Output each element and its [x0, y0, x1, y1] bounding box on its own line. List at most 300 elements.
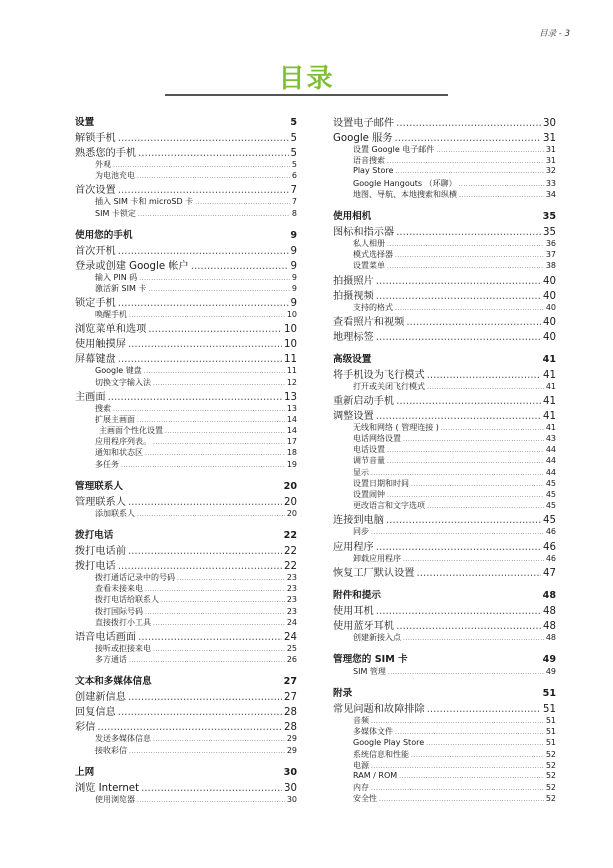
toc-entry-title: 设置日期和时间 — [353, 478, 409, 488]
dot-leader — [177, 573, 285, 582]
toc-entry[interactable] — [333, 538, 556, 553]
toc-entry-title: 拍摄照片 — [333, 275, 374, 287]
toc-entry-title: 熟悉您的手机 — [75, 148, 137, 159]
toc-entry[interactable] — [75, 583, 297, 594]
toc-page-number: 11 — [286, 366, 297, 376]
toc-page-number: 44 — [545, 467, 556, 477]
toc-page-number: 41 — [545, 381, 556, 391]
toc-entry-title: 回复信息 — [75, 707, 116, 719]
toc-entry[interactable] — [75, 159, 297, 170]
toc-page-number: 49 — [542, 653, 556, 665]
toc-entry-title: 电源 — [353, 760, 369, 770]
toc-entry-title: 卸载应用程序 — [353, 553, 401, 563]
toc-entry[interactable] — [75, 335, 297, 350]
toc-page-number: 22 — [284, 561, 297, 572]
toc-entry-title: 创建新接入点 — [353, 632, 401, 642]
toc-entry[interactable] — [333, 467, 556, 478]
toc-page-number: 14 — [286, 426, 297, 436]
toc-section-heading[interactable] — [75, 673, 297, 688]
toc-entry[interactable] — [333, 407, 556, 422]
toc-page-number: 20 — [284, 496, 297, 508]
toc-entry[interactable] — [333, 114, 556, 129]
toc-entry[interactable] — [75, 403, 297, 414]
toc-entry[interactable] — [75, 779, 297, 794]
toc-entry-title: 扩展主画面 — [95, 414, 135, 424]
toc-section-heading[interactable] — [75, 478, 297, 493]
toc-entry[interactable] — [75, 377, 297, 388]
dot-leader — [387, 456, 544, 465]
toc-entry-title: 重新启动手机 — [333, 395, 395, 407]
toc-page-number: 5 — [290, 148, 297, 159]
toc-entry-title: 查看照片和视频 — [333, 316, 405, 328]
toc-entry[interactable] — [333, 381, 556, 392]
toc-page-number: 28 — [284, 722, 297, 734]
toc-entry[interactable] — [333, 189, 556, 200]
toc-entry[interactable] — [333, 666, 556, 677]
dot-leader — [379, 794, 544, 803]
dot-leader — [129, 746, 285, 755]
toc-section-heading[interactable] — [75, 764, 297, 779]
dot-leader — [459, 179, 544, 188]
toc-page-number: 5 — [291, 160, 297, 169]
toc-page-number: 41 — [543, 369, 556, 381]
toc-entry[interactable] — [75, 208, 297, 219]
toc-entry[interactable] — [333, 178, 556, 189]
toc-entry[interactable] — [75, 572, 297, 583]
toc-entry-title: 附件和提示 — [333, 589, 381, 601]
toc-page-number: 31 — [543, 133, 556, 144]
dot-leader — [118, 185, 289, 196]
toc-entry-title: 搜索 — [95, 403, 111, 413]
toc-page-number: 35 — [543, 226, 556, 238]
dot-leader — [411, 479, 544, 488]
dot-leader — [121, 460, 285, 469]
toc-page-number: 46 — [545, 553, 556, 563]
toc-page-number: 7 — [291, 197, 297, 207]
toc-entry[interactable] — [75, 628, 297, 643]
toc-page-number: 10 — [284, 324, 297, 336]
toc-entry[interactable] — [75, 350, 297, 365]
toc-entry-title: Google 服务 — [333, 133, 393, 144]
toc-entry[interactable] — [333, 617, 556, 632]
toc-entry[interactable] — [333, 526, 556, 537]
toc-entry[interactable] — [333, 602, 556, 617]
toc-entry-title: 常见问题和故障排除 — [333, 704, 425, 716]
dot-leader — [128, 339, 282, 350]
toc-entry[interactable] — [75, 436, 297, 447]
toc-entry[interactable] — [75, 643, 297, 654]
toc-entry[interactable] — [333, 738, 556, 749]
toc-section-heading[interactable] — [75, 227, 297, 242]
toc-entry-title: 拨打国际号码 — [95, 606, 143, 616]
toc-entry-title: 使用浏览器 — [95, 794, 135, 804]
toc-entry-title: 应用程序列表。 — [95, 437, 151, 447]
toc-page-number: 36 — [545, 238, 556, 248]
toc-entry-title: 解锁手机 — [75, 133, 116, 144]
toc-page-number: 51 — [545, 716, 556, 726]
toc-entry[interactable] — [75, 654, 297, 665]
toc-entry[interactable] — [75, 542, 297, 557]
toc-page-number: 10 — [286, 310, 297, 320]
dot-leader — [138, 148, 288, 159]
toc-entry-title: 拍摄视频 — [333, 290, 374, 302]
dot-leader — [399, 771, 544, 780]
toc-entry[interactable] — [333, 444, 556, 455]
dot-leader — [153, 437, 285, 446]
toc-page-number: 28 — [284, 707, 297, 719]
toc-entry[interactable] — [333, 455, 556, 466]
toc-entry-title: 激活新 SIM 卡 — [95, 283, 147, 293]
toc-page-number: 22 — [284, 546, 297, 557]
toc-entry[interactable] — [75, 242, 297, 257]
toc-page-number: 49 — [545, 666, 556, 676]
toc-entry-title: Play Store — [353, 166, 394, 176]
toc-entry[interactable] — [333, 793, 556, 804]
toc-section-heading[interactable] — [75, 527, 297, 542]
dot-leader — [396, 227, 541, 238]
toc-entry[interactable] — [333, 511, 556, 526]
toc-entry-title: 私人相册 — [353, 238, 385, 248]
dot-leader — [395, 250, 544, 259]
dot-leader — [191, 261, 289, 272]
toc-entry[interactable] — [75, 196, 297, 207]
dot-leader — [427, 382, 544, 391]
dot-leader — [396, 118, 541, 129]
toc-page-number: 46 — [543, 541, 556, 553]
toc-page-number: 45 — [545, 478, 556, 488]
toc-entry[interactable] — [333, 553, 556, 564]
toc-page-number: 40 — [543, 290, 556, 302]
toc-entry-title: 更改语言和文字选项 — [353, 501, 425, 511]
toc-page-number: 23 — [286, 573, 297, 582]
toc-entry[interactable] — [333, 749, 556, 760]
toc-page-number: 22 — [283, 530, 297, 541]
dot-leader — [403, 554, 544, 563]
dot-leader — [148, 324, 282, 335]
dot-leader — [371, 527, 544, 536]
toc-entry[interactable] — [75, 170, 297, 181]
toc-entry-title: 使用触摸屏 — [75, 339, 126, 351]
toc-entry[interactable] — [333, 223, 556, 238]
dot-leader — [129, 310, 285, 319]
toc-entry[interactable] — [333, 433, 556, 444]
toc-entry[interactable] — [333, 155, 556, 166]
toc-entry[interactable] — [75, 733, 297, 744]
toc-entry-title: 使用您的手机 — [75, 229, 133, 241]
toc-entry-title: 显示 — [353, 467, 369, 477]
dot-leader — [137, 171, 290, 180]
toc-entry-title: 为电池充电 — [95, 171, 135, 181]
toc-entry-title: 浏览菜单和选项 — [75, 324, 147, 336]
toc-entry-title: 模式选择器 — [353, 250, 393, 260]
toc-entry[interactable] — [75, 745, 297, 756]
dot-leader — [153, 644, 285, 653]
toc-entry-title: 拨打电话前 — [75, 546, 126, 557]
toc-entry[interactable] — [75, 606, 297, 617]
toc-entry[interactable] — [75, 181, 297, 196]
toc-entry-title: 设置 Google 电子邮件 — [353, 145, 435, 154]
toc-entry[interactable] — [333, 238, 556, 249]
toc-page-number: 9 — [291, 283, 297, 293]
toc-entry-title: 连接到电脑 — [333, 515, 384, 527]
toc-entry-title: 添加联系人 — [95, 508, 135, 518]
dot-leader — [436, 145, 544, 154]
dot-leader — [417, 568, 542, 579]
toc-entry[interactable] — [75, 283, 297, 294]
toc-page-number: 51 — [545, 727, 556, 737]
dot-leader — [128, 692, 282, 703]
toc-page-number: 23 — [286, 606, 297, 616]
toc-page-number: 10 — [284, 339, 297, 351]
dot-leader — [195, 197, 290, 206]
toc-entry[interactable] — [333, 302, 556, 313]
toc-page-number: 30 — [543, 118, 556, 129]
dot-leader — [376, 291, 541, 302]
toc-page-number: 44 — [545, 445, 556, 455]
toc-entry[interactable] — [75, 703, 297, 718]
toc-entry-title: 设置 — [75, 117, 95, 128]
toc-entry-title: 锁定手机 — [75, 298, 116, 310]
toc-page-number: 9 — [290, 260, 297, 272]
toc-page-number: 40 — [543, 331, 556, 343]
toc-entry-title: 管理联系人 — [75, 496, 126, 508]
toc-entry[interactable] — [75, 557, 297, 572]
toc-entry[interactable] — [333, 272, 556, 287]
toc-entry-title: 首次开机 — [75, 245, 116, 257]
toc-entry-title: Google Play Store — [353, 737, 425, 747]
toc-entry-title: 接听或拒接来电 — [95, 643, 151, 653]
toc-page-number: 41 — [542, 353, 556, 365]
toc-entry-title: 设置闹钟 — [353, 490, 385, 499]
toc-entry[interactable] — [75, 493, 297, 508]
toc-entry-title: 彩信 — [75, 722, 96, 734]
toc-page-number: 6 — [291, 171, 297, 181]
dot-leader — [371, 468, 544, 477]
toc-page-number: 45 — [545, 490, 556, 499]
toc-page-number: 25 — [286, 643, 297, 653]
toc-page-number: 45 — [543, 515, 556, 527]
toc-entry[interactable] — [333, 129, 556, 144]
toc-entry-title: 调整设置 — [333, 410, 374, 422]
toc-page-number: 12 — [286, 377, 297, 387]
toc-entry-title: 拨打电话给联系人 — [95, 595, 159, 605]
toc-entry[interactable] — [333, 478, 556, 489]
dot-leader — [376, 332, 541, 343]
dot-leader — [145, 584, 285, 593]
dot-leader — [376, 411, 541, 422]
toc-entry-title: 发送多媒体信息 — [95, 734, 151, 744]
toc-entry-title: 高级设置 — [333, 353, 372, 365]
dot-leader — [153, 734, 285, 743]
toc-entry-title: 文本和多媒体信息 — [75, 676, 152, 688]
toc-page-number: 17 — [286, 437, 297, 447]
toc-page-number: 40 — [543, 275, 556, 287]
toc-entry[interactable] — [333, 144, 556, 155]
toc-page-number: 9 — [290, 298, 297, 310]
toc-page-number: 24 — [284, 631, 297, 643]
toc-entry[interactable] — [75, 688, 297, 703]
toc-entry[interactable] — [75, 447, 297, 458]
toc-entry[interactable] — [75, 365, 297, 376]
toc-entry[interactable] — [333, 260, 556, 271]
toc-entry-title: 使用耳机 — [333, 605, 374, 617]
dot-leader — [371, 716, 544, 725]
dot-leader — [118, 298, 289, 309]
toc-entry-title: 语音电话画面 — [75, 631, 137, 643]
toc-entry[interactable] — [333, 489, 556, 500]
toc-section-heading[interactable] — [333, 651, 556, 666]
toc-page-number: 9 — [291, 272, 297, 282]
toc-entry[interactable] — [333, 500, 556, 511]
toc-entry[interactable] — [75, 388, 297, 403]
toc-entry[interactable] — [333, 166, 556, 177]
toc-page-number: 9 — [290, 245, 297, 257]
toc-entry[interactable] — [75, 144, 297, 159]
toc-entry[interactable] — [333, 632, 556, 643]
toc-entry[interactable] — [75, 309, 297, 320]
toc-entry[interactable] — [75, 794, 297, 805]
toc-page-number: 52 — [545, 771, 556, 781]
toc-page-number: 30 — [286, 794, 297, 804]
toc-entry-title: 输入 PIN 码 — [95, 272, 138, 282]
toc-entry-title: 语音搜索 — [353, 156, 385, 166]
toc-page-number: 30 — [283, 766, 297, 778]
dot-leader — [128, 497, 282, 508]
toc-page-number: 48 — [543, 605, 556, 617]
dot-leader — [386, 515, 541, 526]
toc-page-number: 38 — [545, 261, 556, 271]
dot-leader — [376, 276, 541, 287]
toc-entry-title: 插入 SIM 卡和 microSD 卡 — [95, 197, 194, 207]
toc-entry[interactable] — [75, 617, 297, 628]
dot-leader — [113, 404, 285, 413]
dot-leader — [371, 783, 544, 792]
dot-leader — [145, 448, 285, 457]
toc-entry-title: 外观 — [95, 160, 111, 169]
toc-entry-title: 切换文字输入法 — [95, 377, 151, 387]
toc-entry[interactable] — [333, 564, 556, 579]
toc-entry[interactable] — [75, 508, 297, 519]
toc-entry[interactable] — [75, 320, 297, 335]
toc-entry-title: 无线和网络 ( 管理连接 ) — [353, 422, 439, 432]
page-title: 目录 — [278, 64, 335, 94]
dot-leader — [144, 366, 285, 375]
toc-entry-title: 安全性 — [353, 794, 377, 804]
toc-entry[interactable] — [333, 760, 556, 771]
toc-entry-title: Google Hangouts （环聊） — [353, 178, 457, 188]
toc-entry[interactable] — [75, 414, 297, 425]
toc-entry[interactable] — [333, 422, 556, 433]
toc-entry[interactable] — [333, 726, 556, 737]
toc-entry[interactable] — [75, 129, 297, 144]
dot-leader — [406, 317, 541, 328]
toc-page-number: 35 — [542, 210, 556, 222]
toc-entry[interactable] — [75, 294, 297, 309]
toc-entry-title: 浏览 Internet — [75, 782, 140, 794]
toc-entry[interactable] — [75, 257, 297, 272]
toc-entry-title: 附录 — [333, 688, 353, 700]
toc-entry[interactable] — [333, 782, 556, 793]
dot-leader — [118, 707, 282, 718]
toc-page-number: 23 — [286, 584, 297, 594]
toc-page-number: 20 — [283, 480, 297, 492]
toc-section-heading[interactable] — [333, 587, 556, 602]
dot-leader — [139, 273, 290, 282]
toc-page-number: 23 — [286, 595, 297, 605]
toc-entry[interactable] — [333, 700, 556, 715]
toc-section-heading[interactable] — [333, 685, 556, 700]
toc-entry-title: 首次设置 — [75, 185, 116, 197]
toc-page-number: 32 — [545, 166, 556, 176]
toc-entry-title: 设置菜单 — [353, 261, 385, 271]
toc-entry[interactable] — [333, 366, 556, 381]
toc-entry[interactable] — [333, 249, 556, 260]
toc-page-number: 51 — [543, 704, 556, 716]
toc-entry-title: 唤醒手机 — [95, 310, 127, 320]
toc-entry-title: Google 键盘 — [95, 366, 142, 376]
toc-entry-title: 多方通话 — [95, 655, 127, 665]
toc-entry[interactable] — [75, 425, 297, 436]
toc-entry-title: 将手机设为飞行模式 — [333, 369, 425, 381]
toc-entry[interactable] — [75, 272, 297, 283]
dot-leader — [395, 166, 543, 175]
dot-leader — [387, 490, 544, 499]
dot-leader — [118, 133, 289, 144]
toc-page-number: 27 — [283, 676, 297, 688]
toc-page-number: 18 — [286, 448, 297, 458]
toc-section-heading[interactable] — [333, 351, 556, 366]
toc-entry[interactable] — [333, 328, 556, 343]
toc-entry[interactable] — [75, 594, 297, 605]
toc-page-number: 31 — [545, 145, 556, 154]
toc-page-number: 52 — [545, 794, 556, 804]
dot-leader — [118, 354, 282, 365]
toc-entry[interactable] — [333, 287, 556, 302]
toc-page-number: 41 — [545, 422, 556, 432]
toc-entry-title: 多媒体文件 — [353, 727, 393, 737]
dot-leader — [97, 722, 282, 733]
toc-page-number: 11 — [284, 354, 297, 366]
toc-page-number: 24 — [286, 617, 297, 627]
dot-leader — [148, 284, 289, 293]
toc-entry-title: 接收彩信 — [95, 745, 127, 755]
dot-leader — [108, 392, 282, 403]
toc-page-number: 45 — [545, 501, 556, 511]
dot-leader — [403, 633, 544, 642]
toc-entry-title: 系统信息和性能 — [353, 749, 409, 759]
dot-leader — [153, 378, 285, 387]
toc-entry-title: 管理您的 SIM 卡 — [333, 653, 408, 665]
toc-entry-title: 电话设置 — [353, 445, 385, 455]
toc-section-heading[interactable] — [75, 114, 297, 129]
toc-entry[interactable] — [75, 459, 297, 470]
toc-entry[interactable] — [333, 392, 556, 407]
toc-page-number: 44 — [545, 456, 556, 466]
dot-leader — [137, 795, 285, 804]
toc-entry[interactable] — [75, 718, 297, 733]
dot-leader — [129, 655, 285, 664]
toc-entry[interactable] — [333, 715, 556, 726]
toc-entry-title: 拨打电话 — [75, 530, 114, 541]
toc-section-heading[interactable] — [333, 208, 556, 223]
toc-page-number: 9 — [290, 229, 297, 241]
toc-entry-title: 电话网络设置 — [353, 434, 401, 444]
dot-leader — [396, 621, 541, 632]
toc-entry-title: 恢复工厂默认设置 — [333, 567, 415, 579]
toc-entry[interactable] — [333, 313, 556, 328]
dot-leader — [395, 727, 544, 736]
toc-entry[interactable] — [333, 771, 556, 782]
